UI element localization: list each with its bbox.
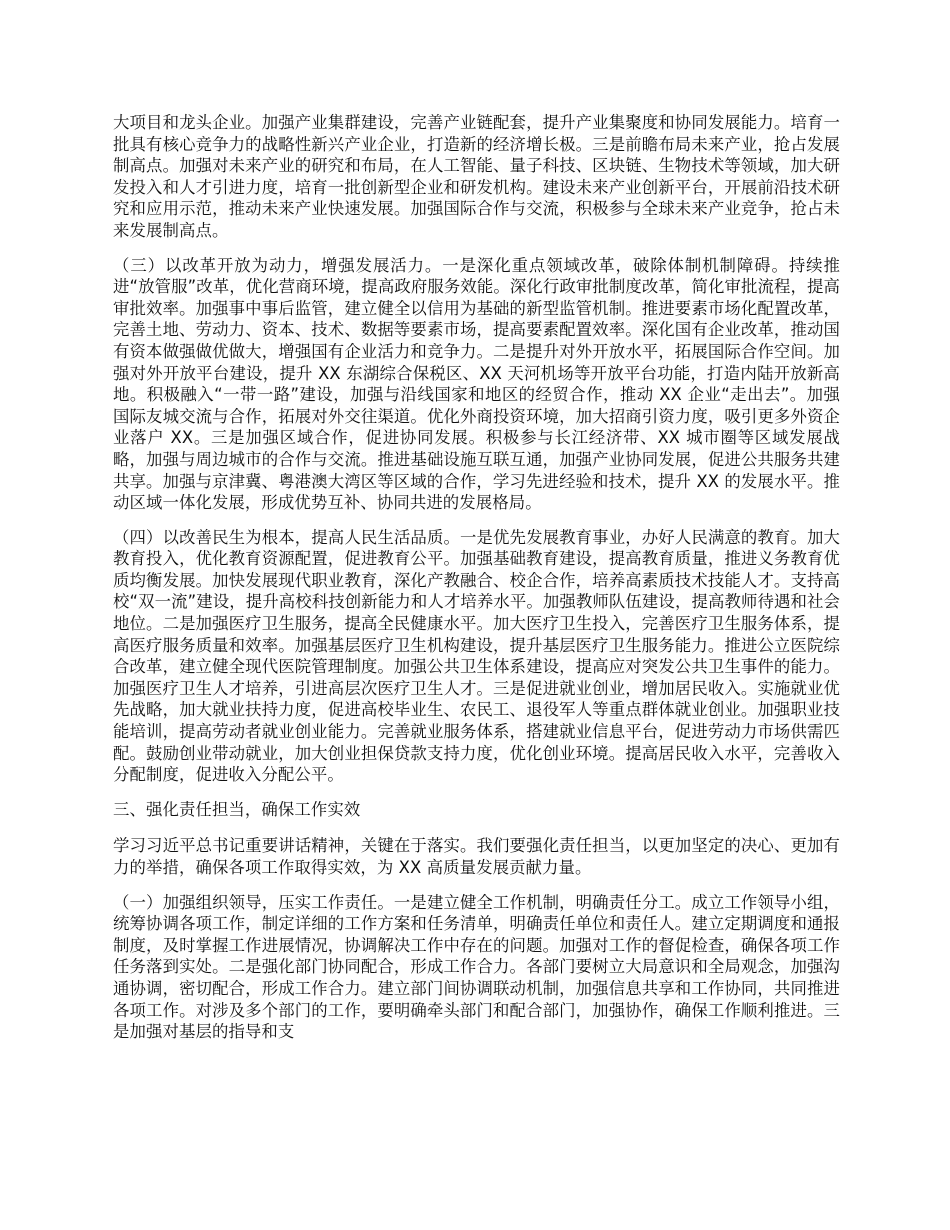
paragraph-future-industries: 大项目和龙头企业。加强产业集群建设，完善产业链配套，提升产业集聚度和协同发展能力。培育一批具有核心竞争力的战略性新兴产业企业，打造新的经济增长极。三是前瞻布局未来产业，抢占发展制高点。加强对未来产业的研究和布局，在人工智能、量子科技、区块链、生物技术等领域，加大研发投入和人才引进力度，培育一批创新型企业和研发机构。建设未来产业创新平台，开展前沿技术研究和应用示范，推动未来产业快速发展。加强国际合作与交流，积极参与全球未来产业竞争，抢占未来发展制高点。 [113,113,840,240]
paragraph-implementation: 学习习近平总书记重要讲话精神，关键在于落实。我们要强化责任担当，以更加坚定的决心、更加有力的举措，确保各项工作取得实效，为 XX 高质量发展贡献力量。 [113,836,840,877]
paragraph-organization-leadership: （一）加强组织领导，压实工作责任。一是建立健全工作机制，明确责任分工。成立工作领导小组，统筹协调各项工作，制定详细的工作方案和任务清单，明确责任单位和责任人。建立定期调度和通报制度，及时掌握工作进展情况，协调解决工作中存在的问题。加强对工作的督促检查，确保各项工作任务落到实处。二是强化部门协同配合，形成工作合力。各部门要树立大局意识和全局观念，加强沟通协调，密切配合，形成工作合力。建立部门间协调联动机制，加强信息共享和工作协同，共同推进各项工作。对涉及多个部门的工作，要明确牵头部门和配合部门，加强协作，确保工作顺利推进。三是加强对基层的指导和支 [113,892,840,1042]
paragraph-livelihood: （四）以改善民生为根本，提高人民生活品质。一是优先发展教育事业，办好人民满意的教育。加大教育投入，优化教育资源配置，促进教育公平。加强基础教育建设，提高教育质量，推进义务教育优质均衡发展。加快发展现代职业教育，深化产教融合、校企合作，培养高素质技术技能人才。支持高校“双一流”建设，提升高校科技创新能力和人才培养水平。加强教师队伍建设，提高教师待遇和社会地位。二是加强医疗卫生服务，提高全民健康水平。加大医疗卫生投入，完善医疗卫生服务体系，提高医疗服务质量和效率。加强基层医疗卫生机构建设，提升基层医疗卫生服务能力。推进公立医院综合改革，建立健全现代医院管理制度。加强公共卫生体系建设，提高应对突发公共卫生事件的能力。加强医疗卫生人才培养，引进高层次医疗卫生人才。三是促进就业创业，增加居民收入。实施就业优先战略，加大就业扶持力度，促进高校毕业生、农民工、退役军人等重点群体就业创业。加强职业技能培训，提高劳动者就业创业能力。完善就业服务体系，搭建就业信息平台，促进劳动力市场供需匹配。鼓励创业带动就业，加大创业担保贷款支持力度，优化创业环境。提高居民收入水平，完善收入分配制度，促进收入分配公平。 [113,527,840,785]
section-heading-responsibility: 三、强化责任担当，确保工作实效 [113,799,361,819]
paragraph-reform-opening: （三）以改革开放为动力，增强发展活力。一是深化重点领域改革，破除体制机制障碍。持续推进“放管服”改革，优化营商环境，提高政府服务效能。深化行政审批制度改革，简化审批流程，提高审批效率。加强事中事后监管，建立健全以信用为基础的新型监管机制。推进要素市场化配置改革，完善土地、劳动力、资本、技术、数据等要素市场，提高要素配置效率。深化国有企业改革，推动国有资本做强做优做大，增强国有企业活力和竞争力。二是提升对外开放水平，拓展国际合作空间。加强对外开放平台建设，提升 XX 东湖综合保税区、XX 天河机场等开放平台功能，打造内陆开放新高地。积极融入“一带一路”建设，加强与沿线国家和地区的经贸合作，推动 XX 企业“走出去”。加强国际友城交流与合作，拓展对外交往渠道。优化外商投资环境，加大招商引资力度，吸引更多外资企业落户 XX。三是加强区域合作，促进协同发展。积极参与长江经济带、XX 城市圈等区域发展战略，加强与周边城市的合作与交流。推进基础设施互联互通，加强产业协同发展，促进公共服务共建共享。加强与京津冀、粤港澳大湾区等区域的合作，学习先进经验和技术，提升 XX 的发展水平。推动区域一体化发展，形成优势互补、协同共进的发展格局。 [113,255,840,513]
